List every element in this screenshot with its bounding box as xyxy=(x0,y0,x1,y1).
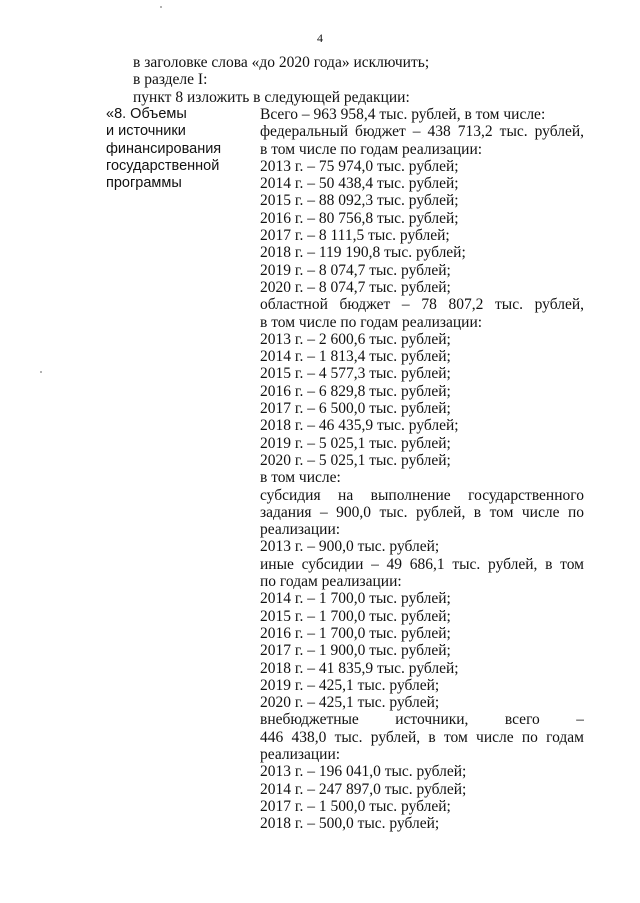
funding-line: 2017 г. – 6 500,0 тыс. рублей; xyxy=(260,400,451,418)
intro-block xyxy=(133,54,603,106)
section-label-line: финансирования xyxy=(106,140,222,157)
funding-line: иные субсидии – 49 686,1 тыс. рублей, в том xyxy=(260,555,584,573)
funding-line: 2018 г. – 46 435,9 тыс. рублей; xyxy=(260,417,459,435)
funding-line: 2015 г. – 4 577,3 тыс. рублей; xyxy=(260,365,451,383)
funding-line: внебюджетные источники, всего – xyxy=(260,711,584,729)
funding-line: 2016 г. – 1 700,0 тыс. рублей; xyxy=(260,624,451,642)
funding-line: в том числе по годам реализации: xyxy=(260,140,483,158)
funding-line: 2013 г. – 2 600,6 тыс. рублей; xyxy=(260,330,451,348)
scan-speck xyxy=(160,6,162,8)
funding-line: задания – 900,0 тыс. рублей, в том числе по xyxy=(260,503,584,521)
funding-line: 2016 г. – 6 829,8 тыс. рублей; xyxy=(260,382,451,400)
funding-line: 2019 г. – 8 074,7 тыс. рублей; xyxy=(260,261,451,279)
funding-line: 2014 г. – 1 813,4 тыс. рублей; xyxy=(260,348,451,366)
funding-line: областной бюджет – 78 807,2 тыс. рублей, xyxy=(260,296,584,314)
funding-line: реализации: xyxy=(260,745,341,763)
intro-line: пункт 8 изложить в следующей редакции: xyxy=(133,88,410,106)
page-number: 4 xyxy=(317,31,323,45)
funding-line: 2014 г. – 1 700,0 тыс. рублей; xyxy=(260,590,451,608)
funding-line: 2018 г. – 500,0 тыс. рублей; xyxy=(260,815,440,833)
intro-line: в заголовке слова «до 2020 года» исключить; xyxy=(133,54,430,71)
funding-line: 2020 г. – 425,1 тыс. рублей; xyxy=(260,694,440,712)
funding-line: 2019 г. – 425,1 тыс. рублей; xyxy=(260,676,440,694)
funding-line: 2013 г. – 196 041,0 тыс. рублей; xyxy=(260,763,467,781)
funding-line: 2017 г. – 1 500,0 тыс. рублей; xyxy=(260,797,451,815)
funding-line: 2019 г. – 5 025,1 тыс. рублей; xyxy=(260,434,451,452)
funding-line: 2017 г. – 1 900,0 тыс. рублей; xyxy=(260,642,451,660)
funding-line: Всего – 963 958,4 тыс. рублей, в том числе: xyxy=(260,106,546,123)
funding-line: 2015 г. – 1 700,0 тыс. рублей; xyxy=(260,607,451,625)
scan-speck xyxy=(40,371,42,373)
intro-line: в разделе I: xyxy=(133,71,208,89)
section-label-line: государственной xyxy=(106,157,220,174)
funding-line: 2014 г. – 247 897,0 тыс. рублей; xyxy=(260,780,467,798)
funding-line: 2020 г. – 5 025,1 тыс. рублей; xyxy=(260,451,451,469)
funding-line: 446 438,0 тыс. рублей, в том числе по годам xyxy=(260,728,584,746)
section-label-line: и источники xyxy=(106,123,186,140)
funding-line: 2014 г. – 50 438,4 тыс. рублей; xyxy=(260,175,459,193)
funding-line: 2013 г. – 75 974,0 тыс. рублей; xyxy=(260,157,459,175)
section-label-line: программы xyxy=(106,175,182,192)
funding-line: 2018 г. – 119 190,8 тыс. рублей; xyxy=(260,244,466,262)
funding-line: по годам реализации: xyxy=(260,573,402,591)
section-label-column xyxy=(106,106,251,192)
funding-line: в том числе: xyxy=(260,469,341,487)
funding-line: 2020 г. – 8 074,7 тыс. рублей; xyxy=(260,278,451,296)
funding-line: 2017 г. – 8 111,5 тыс. рублей; xyxy=(260,227,450,245)
funding-line: 2018 г. – 41 835,9 тыс. рублей; xyxy=(260,659,459,677)
funding-line: субсидия на выполнение государственного xyxy=(260,486,584,504)
funding-line: федеральный бюджет – 438 713,2 тыс. рублей, xyxy=(260,123,584,141)
funding-line: 2015 г. – 88 092,3 тыс. рублей; xyxy=(260,192,459,210)
funding-line: 2016 г. – 80 756,8 тыс. рублей; xyxy=(260,209,459,227)
funding-line: 2013 г. – 900,0 тыс. рублей; xyxy=(260,538,440,556)
section-label-line: «8. Объемы xyxy=(106,106,187,122)
funding-line: реализации: xyxy=(260,521,341,539)
funding-line: в том числе по годам реализации: xyxy=(260,313,483,331)
funding-details-column xyxy=(260,106,584,832)
